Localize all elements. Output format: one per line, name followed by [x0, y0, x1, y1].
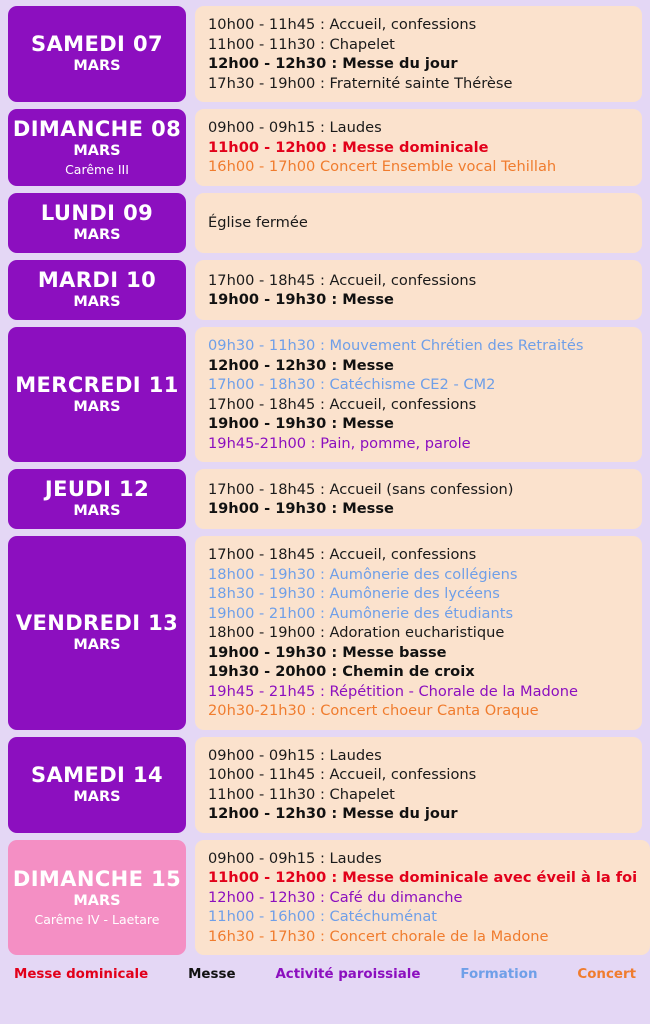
day-row	[8, 469, 642, 529]
day-row	[8, 260, 642, 320]
day-name: MARDI 10	[37, 268, 157, 293]
day-row	[8, 327, 642, 462]
event-item: Église fermée	[208, 214, 308, 232]
day-row	[8, 737, 642, 833]
event-item: 11h00 - 12h00 : Messe dominicale avec éveil à la foi	[208, 869, 638, 887]
day-events	[195, 536, 642, 730]
day-row	[8, 840, 642, 956]
event-item: 12h00 - 12h30 : Messe du jour	[208, 805, 458, 823]
event-item: 09h30 - 11h30 : Mouvement Chrétien des Retraités	[208, 337, 584, 355]
day-name: DIMANCHE 15	[12, 866, 182, 891]
day-month: MARS	[73, 143, 121, 160]
day-month: MARS	[73, 294, 121, 311]
event-item: 19h45-21h00 : Pain, pomme, parole	[208, 434, 471, 452]
event-item: 19h45 - 21h45 : Répétition - Chorale de la Madone	[208, 682, 578, 700]
event-item: 12h00 - 12h30 : Messe du jour	[208, 55, 458, 72]
event-item: 10h00 - 11h45 : Accueil, confessions	[208, 16, 477, 33]
day-liturgical-season: Carême III	[65, 161, 129, 177]
day-name: LUNDI 09	[40, 201, 154, 226]
legend-item: Activité paroissiale	[275, 967, 421, 983]
legend	[0, 962, 650, 988]
day-row	[8, 536, 642, 730]
event-item: 17h00 - 18h45 : Accueil, confessions	[208, 395, 477, 413]
day-events	[195, 193, 642, 253]
day-month: MARS	[73, 58, 121, 75]
event-item: 18h30 - 19h30 : Aumônerie des lycéens	[208, 585, 500, 603]
day-label	[8, 6, 186, 102]
day-events	[195, 737, 642, 833]
day-month: MARS	[73, 892, 121, 909]
day-month: MARS	[73, 503, 121, 520]
event-item: 11h00 - 11h30 : Chapelet	[208, 785, 395, 803]
event-item: 17h30 - 19h00 : Fraternité sainte Thérèse	[208, 74, 513, 92]
day-liturgical-season: Carême IV - Laetare	[34, 911, 160, 927]
event-item: 19h00 - 19h30 : Messe basse	[208, 643, 447, 661]
event-item: 10h00 - 11h45 : Accueil, confessions	[208, 766, 477, 784]
event-item: 12h00 - 12h30 : Café du dimanche	[208, 888, 463, 906]
day-row	[8, 6, 642, 102]
event-item: 19h00 - 19h30 : Messe	[208, 415, 394, 433]
day-label	[8, 109, 186, 186]
day-label	[8, 469, 186, 529]
event-item: 19h00 - 19h30 : Messe	[208, 500, 394, 518]
legend-item: Formation	[460, 967, 538, 983]
legend-item: Messe dominicale	[14, 967, 149, 983]
event-item: 12h00 - 12h30 : Messe	[208, 356, 394, 374]
event-item: 11h00 - 11h30 : Chapelet	[208, 35, 395, 53]
day-label	[8, 193, 186, 253]
day-events	[195, 6, 642, 102]
day-row	[8, 109, 642, 186]
event-item: 18h00 - 19h30 : Aumônerie des collégiens	[208, 565, 518, 583]
event-item: 09h00 - 09h15 : Laudes	[208, 849, 382, 867]
day-events	[195, 109, 642, 186]
event-item: 19h30 - 20h00 : Chemin de croix	[208, 663, 475, 681]
legend-item: Messe	[188, 967, 236, 983]
day-events	[195, 840, 650, 956]
event-item: 19h00 - 19h30 : Messe	[208, 291, 394, 309]
event-item: 18h00 - 19h00 : Adoration eucharistique	[208, 624, 505, 642]
event-item: 19h00 - 21h00 : Aumônerie des étudiants	[208, 604, 514, 622]
day-label	[8, 840, 186, 956]
day-name: SAMEDI 07	[31, 32, 163, 56]
day-events	[195, 260, 642, 320]
event-item: 11h00 - 12h00 : Messe dominicale	[208, 138, 489, 156]
event-item: 17h00 - 18h45 : Accueil, confessions	[208, 546, 477, 564]
day-name: MERCREDI 11	[15, 372, 179, 397]
day-month: MARS	[73, 637, 121, 654]
day-row	[8, 193, 642, 253]
day-month: MARS	[73, 227, 121, 244]
day-events	[195, 469, 642, 529]
event-item: 20h30-21h30 : Concert choeur Canta Oraque	[208, 702, 539, 720]
day-events	[195, 327, 642, 462]
day-label	[8, 536, 186, 730]
day-name: JEUDI 12	[44, 477, 150, 502]
event-item: 16h00 - 17h00 Concert Ensemble vocal Tehillah	[208, 158, 557, 176]
event-item: 09h00 - 09h15 : Laudes	[208, 119, 382, 137]
event-item: 17h00 - 18h30 : Catéchisme CE2 - CM2	[208, 376, 496, 394]
day-label	[8, 260, 186, 320]
day-month: MARS	[73, 788, 121, 805]
event-item: 17h00 - 18h45 : Accueil, confessions	[208, 271, 477, 289]
day-label	[8, 327, 186, 462]
day-month: MARS	[73, 398, 121, 415]
event-item: 09h00 - 09h15 : Laudes	[208, 746, 382, 764]
day-name: SAMEDI 14	[31, 762, 163, 787]
event-item: 11h00 - 16h00 : Catéchuménat	[208, 908, 437, 926]
day-label	[8, 737, 186, 833]
day-name: DIMANCHE 08	[12, 117, 182, 141]
legend-item: Concert	[577, 967, 636, 983]
event-item: 17h00 - 18h45 : Accueil (sans confession)	[208, 480, 514, 498]
event-item: 16h30 - 17h30 : Concert chorale de la Madone	[208, 927, 549, 945]
day-name: VENDREDI 13	[15, 610, 179, 635]
